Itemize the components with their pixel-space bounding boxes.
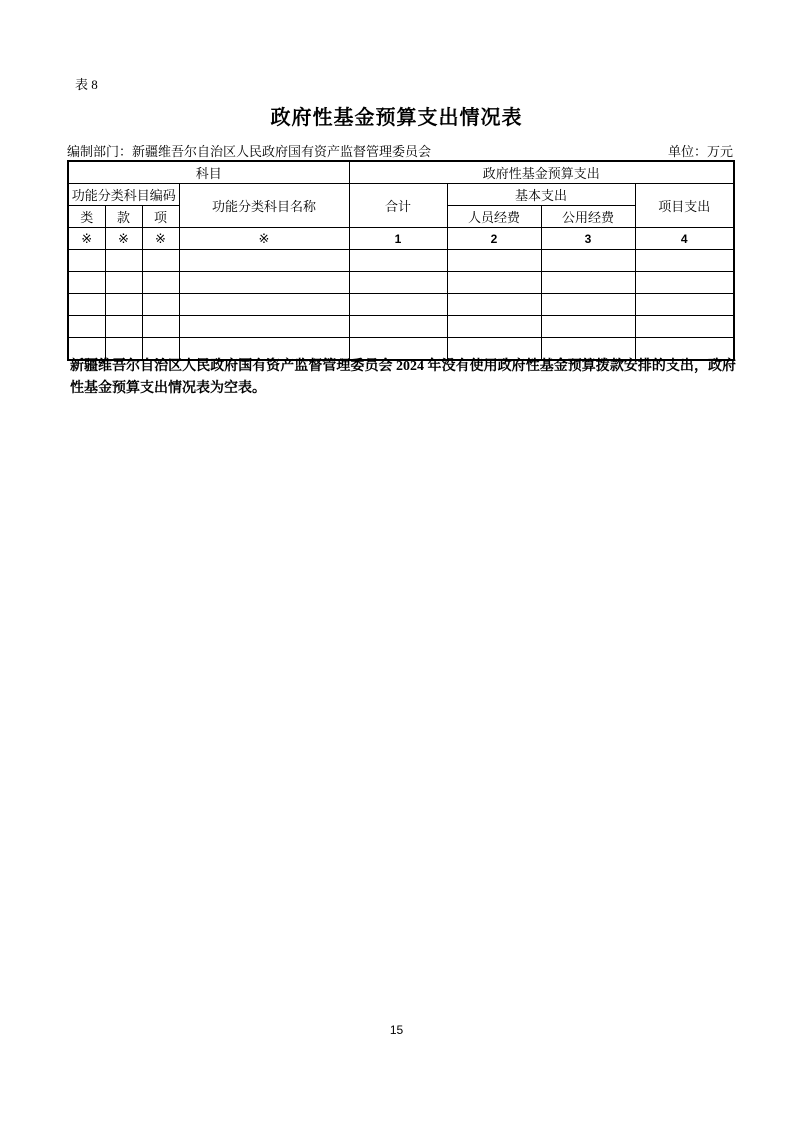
- empty-cell: [179, 250, 349, 272]
- column-number-cell: 3: [541, 228, 635, 250]
- empty-cell: [447, 250, 541, 272]
- page-number: 15: [389, 1023, 404, 1037]
- empty-cell: [179, 272, 349, 294]
- empty-cell: [68, 272, 105, 294]
- budget-table: [67, 160, 735, 361]
- empty-table-note: 新疆维吾尔自治区人民政府国有资产监督管理委员会 2024 年没有使用政府性基金预算拨款安排的支出，政府性基金预算支出情况表为空表。: [70, 359, 736, 397]
- table-row-empty: [68, 250, 734, 272]
- empty-cell: [105, 294, 142, 316]
- empty-cell: [447, 316, 541, 338]
- empty-cell: [447, 272, 541, 294]
- empty-cell: [142, 250, 179, 272]
- sheet-label: 表 8: [75, 77, 98, 92]
- header-class-col: 类: [68, 206, 105, 228]
- table-row-markers: [68, 228, 734, 250]
- empty-cell: [541, 272, 635, 294]
- header-section-col: 款: [105, 206, 142, 228]
- empty-cell: [68, 316, 105, 338]
- header-public-col: 公用经费: [541, 206, 635, 228]
- empty-cell: [179, 294, 349, 316]
- unit-label: 单位：万元: [667, 144, 733, 159]
- empty-cell: [179, 316, 349, 338]
- table-row-subheader-1: [68, 184, 734, 206]
- empty-cell: [447, 294, 541, 316]
- empty-cell: [68, 294, 105, 316]
- empty-cell: [635, 316, 734, 338]
- column-number-cell: 2: [447, 228, 541, 250]
- empty-cell: [541, 316, 635, 338]
- header-code-group: 功能分类科目编码: [68, 184, 179, 206]
- empty-cell: [541, 294, 635, 316]
- table-row-empty: [68, 272, 734, 294]
- marker-cell: ※: [179, 228, 349, 250]
- empty-cell: [349, 316, 447, 338]
- table-row-empty: [68, 316, 734, 338]
- meta-row: [67, 141, 733, 160]
- marker-cell: ※: [142, 228, 179, 250]
- marker-cell: ※: [105, 228, 142, 250]
- empty-cell: [142, 316, 179, 338]
- header-basic-group: 基本支出: [447, 184, 635, 206]
- empty-cell: [68, 250, 105, 272]
- empty-cell: [635, 294, 734, 316]
- header-item-col: 项: [142, 206, 179, 228]
- header-personnel-col: 人员经费: [447, 206, 541, 228]
- column-number-cell: 1: [349, 228, 447, 250]
- header-total-col: 合计: [349, 184, 447, 228]
- header-expenditure-group: 政府性基金预算支出: [349, 161, 734, 184]
- empty-cell: [349, 294, 447, 316]
- empty-cell: [349, 250, 447, 272]
- table-row-group-header: [68, 161, 734, 184]
- table-row-empty: [68, 294, 734, 316]
- header-name-col: 功能分类科目名称: [179, 184, 349, 228]
- empty-cell: [635, 272, 734, 294]
- empty-cell: [349, 272, 447, 294]
- marker-cell: ※: [68, 228, 105, 250]
- column-number-cell: 4: [635, 228, 734, 250]
- prepared-by-label: 编制部门：新疆维吾尔自治区人民政府国有资产监督管理委员会: [67, 144, 432, 159]
- empty-cell: [105, 250, 142, 272]
- page-title: 政府性基金预算支出情况表: [270, 107, 523, 129]
- empty-cell: [105, 316, 142, 338]
- empty-cell: [142, 294, 179, 316]
- empty-cell: [541, 250, 635, 272]
- empty-cell: [635, 250, 734, 272]
- empty-cell: [105, 272, 142, 294]
- header-project-col: 项目支出: [635, 184, 734, 228]
- empty-cell: [142, 272, 179, 294]
- header-subject-group: 科目: [68, 161, 349, 184]
